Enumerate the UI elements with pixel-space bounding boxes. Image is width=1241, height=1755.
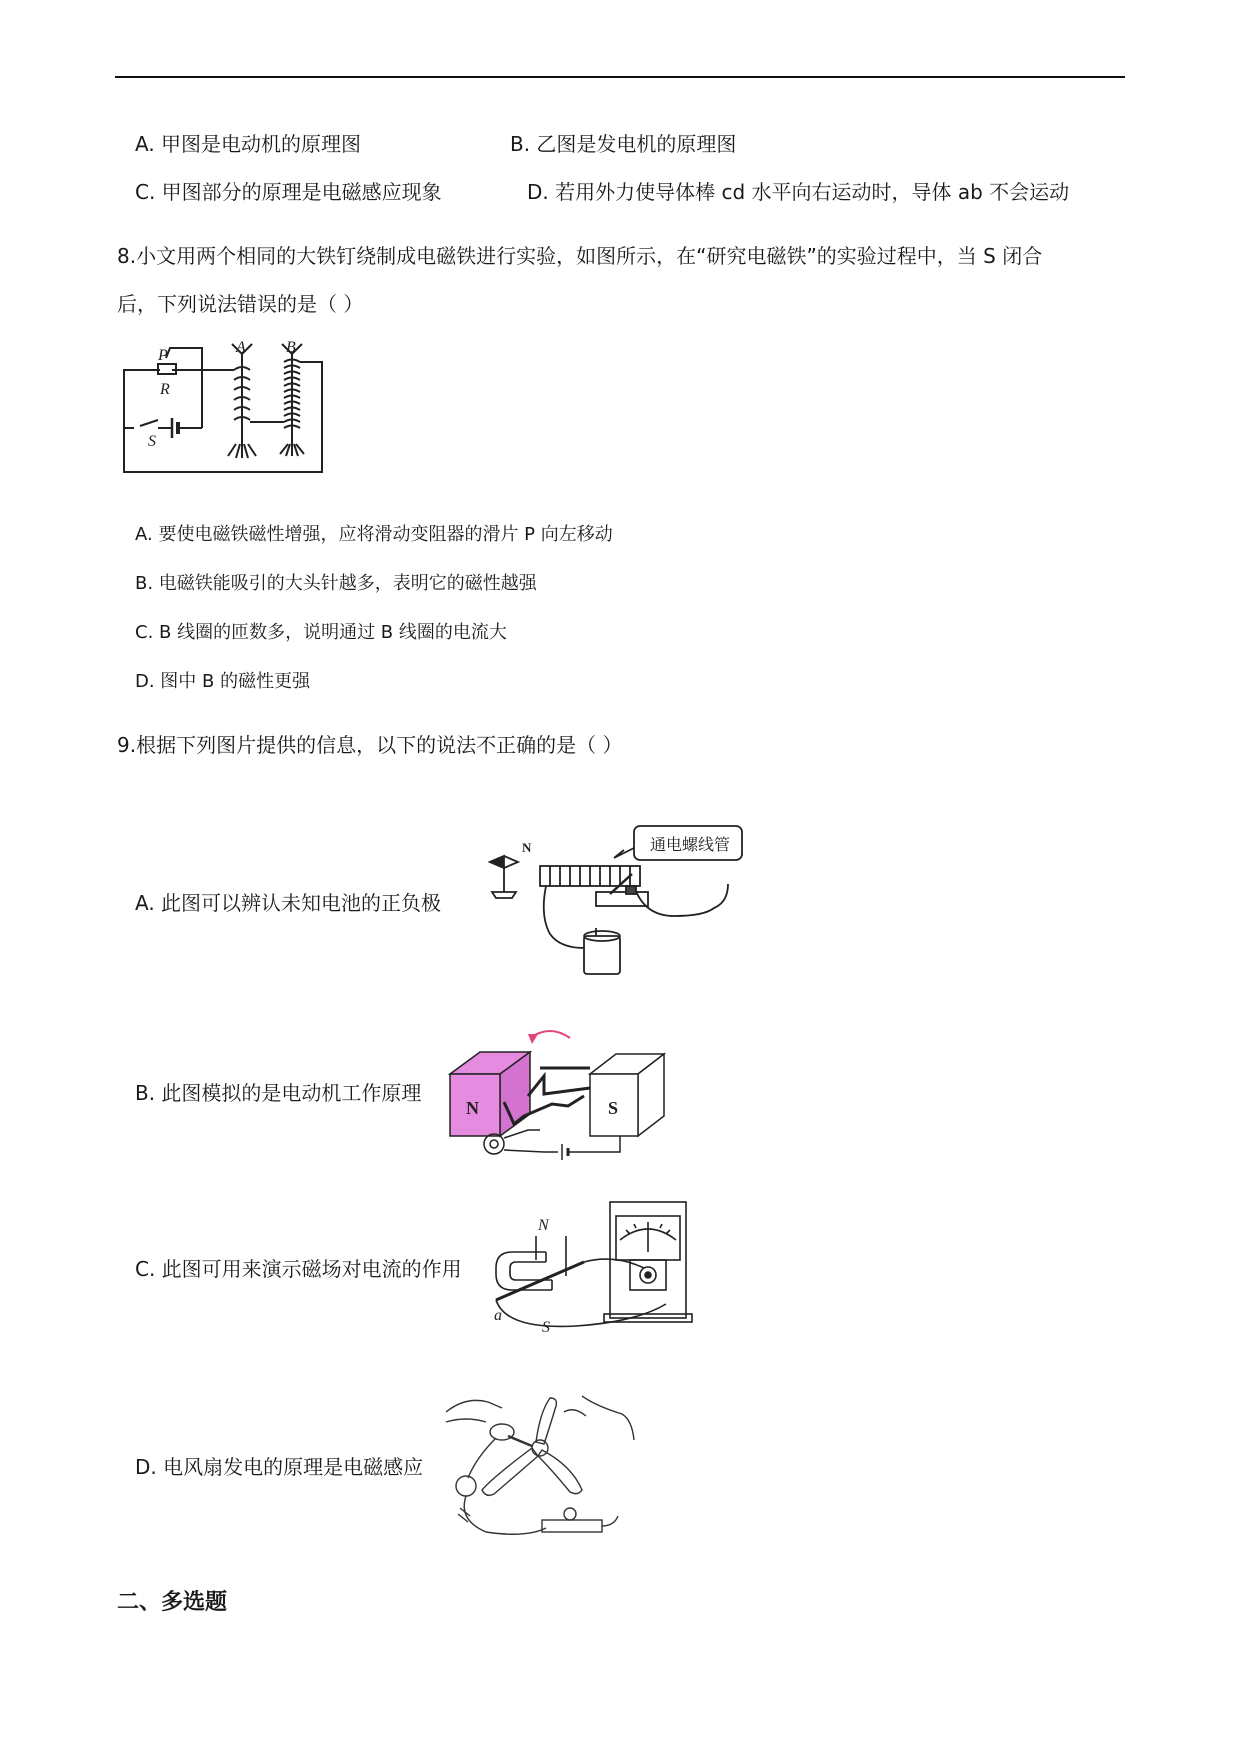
q9-stem: 9.根据下列图片提供的信息，以下的说法不正确的是（ ） xyxy=(117,733,623,757)
q9-motor-model-figure xyxy=(444,1020,674,1170)
q9-galvanometer-figure xyxy=(486,1196,706,1336)
q9-solenoid-compass-figure xyxy=(484,822,764,982)
q9b-magnet-n-label: N xyxy=(466,1098,479,1118)
q9-option-d[interactable]: D. 电风扇发电的原理是电磁感应 xyxy=(135,1455,424,1479)
q8-option-b[interactable]: B. 电磁铁能吸引的大头针越多，表明它的磁性越强 xyxy=(135,573,537,594)
q7-option-a[interactable]: A. 甲图是电动机的原理图 xyxy=(135,132,362,156)
q8-fig-label-b: B xyxy=(286,340,296,356)
q9a-compass-n-label: N xyxy=(522,840,532,855)
q8-fig-label-s: S xyxy=(148,433,156,450)
q8-stem-line1: 8.小文用两个相同的大铁钉绕制成电磁铁进行实验，如图所示，在“研究电磁铁”的实验过程中，当 S 闭合 xyxy=(117,244,1043,268)
q7-option-b[interactable]: B. 乙图是发电机的原理图 xyxy=(510,132,737,156)
section2-heading: 二、多选题 xyxy=(117,1590,228,1615)
q7-option-c[interactable]: C. 甲图部分的原理是电磁感应现象 xyxy=(135,180,442,204)
q8-fig-label-a: A xyxy=(236,340,246,356)
q9c-rod-a-label: a xyxy=(494,1307,502,1324)
q9c-magnet-n-label: N xyxy=(538,1217,549,1234)
q9-option-b[interactable]: B. 此图模拟的是电动机工作原理 xyxy=(135,1081,422,1105)
q8-stem-line2: 后，下列说法错误的是（ ） xyxy=(117,292,364,316)
q9c-magnet-s-label: S xyxy=(542,1319,550,1336)
q8-option-a[interactable]: A. 要使电磁铁磁性增强，应将滑动变阻器的滑片 P 向左移动 xyxy=(135,524,613,545)
q9a-callout-label: 通电螺线管 xyxy=(650,837,731,854)
q8-electromagnet-circuit-figure xyxy=(118,340,333,480)
q8-option-c[interactable]: C. B 线圈的匝数多，说明通过 B 线圈的电流大 xyxy=(135,622,507,643)
q8-option-d[interactable]: D. 图中 B 的磁性更强 xyxy=(135,671,311,692)
q9b-magnet-s-label: S xyxy=(608,1098,619,1118)
q8-fig-label-p: P xyxy=(158,347,168,364)
q9-option-c[interactable]: C. 此图可用来演示磁场对电流的作用 xyxy=(135,1257,462,1281)
q8-fig-label-r: R xyxy=(160,381,170,398)
q9-option-a[interactable]: A. 此图可以辨认未知电池的正负极 xyxy=(135,891,442,915)
q7-option-d[interactable]: D. 若用外力使导体棒 cd 水平向右运动时，导体 ab 不会运动 xyxy=(527,180,1070,204)
q9-fan-generator-figure xyxy=(442,1388,642,1548)
header-rule xyxy=(115,76,1125,78)
